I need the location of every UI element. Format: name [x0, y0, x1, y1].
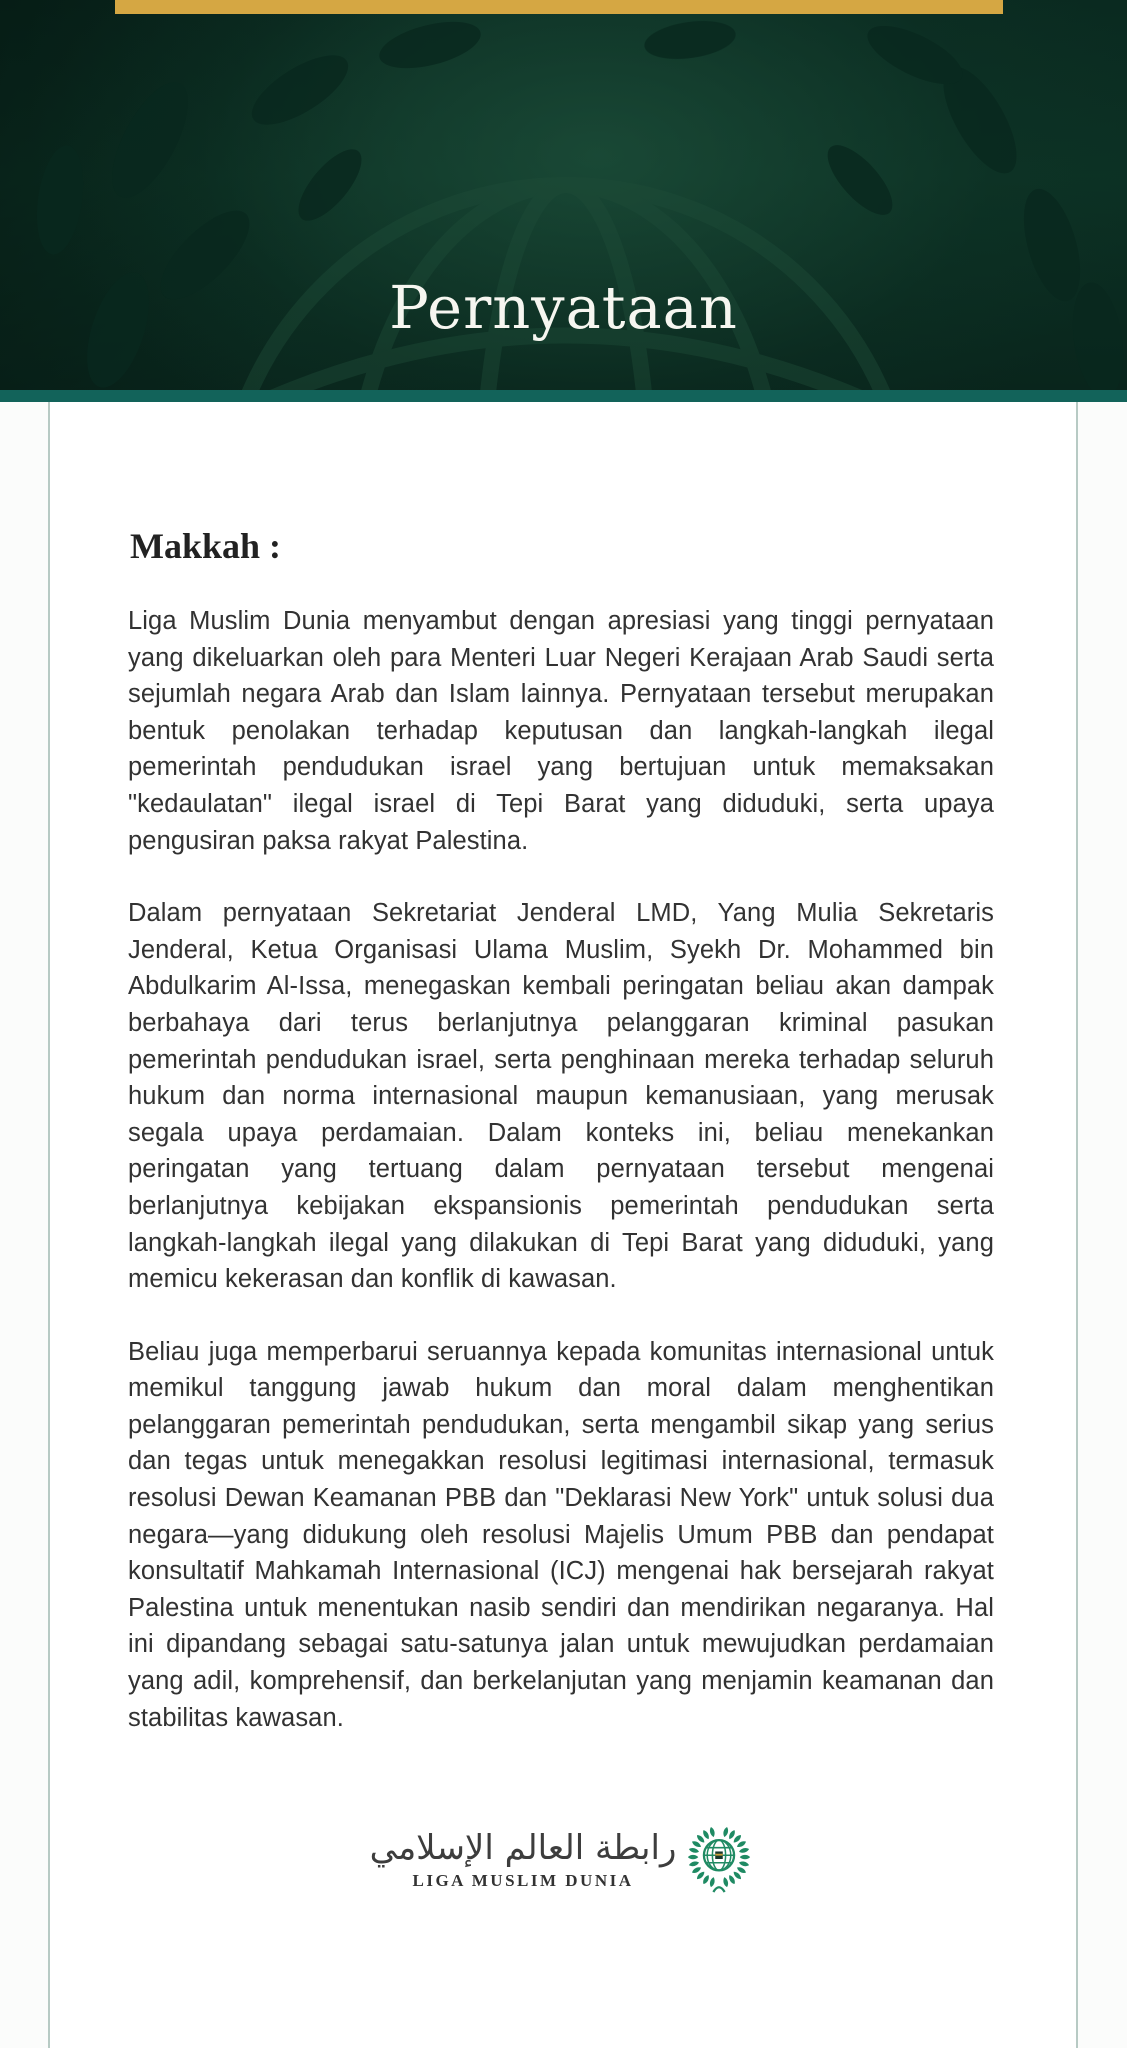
organization-logo — [128, 1823, 994, 1895]
dateline-heading: Makkah : — [130, 526, 282, 566]
header-banner — [0, 0, 1127, 390]
logo-text-column — [370, 1828, 677, 1891]
logo-arabic-calligraphy: رابطة العالم الإسلامي — [369, 1827, 677, 1868]
mwl-wreath-globe-emblem-icon — [686, 1823, 752, 1895]
statement-paragraph: Liga Muslim Dunia menyambut dengan apresiasi yang tinggi pernyataan yang dikeluarkan oleh para Menteri Luar Negeri Kerajaan Arab Saudi serta sejumlah negara Arab dan Islam lainnya. Pernyataan tersebut merupakan bentuk penolakan terhadap keputusan dan langkah-langkah ilegal pemerintah pendudukan israel yang bertujuan untuk memaksakan "kedaulatan" ilegal israel di Tepi Barat yang diduduki, serta upaya pengusiran paksa rakyat Palestina. — [128, 607, 994, 855]
statement-paragraph: Dalam pernyataan Sekretariat Jenderal LMD, Yang Mulia Sekretaris Jenderal, Ketua Organisasi Ulama Muslim, Syekh Dr. Mohammed bin Abdulkarim Al-Issa, menegaskan kembali peringatan beliau akan dampak berbahaya dari terus berlanjutnya pelanggaran kriminal pasukan pemerintah pendudukan israel, serta penghinaan mereka terhadap seluruh hukum dan norma internasional maupun kemanusiaan, yang merusak segala upaya perdamaian. Dalam konteks ini, beliau menekankan peringatan yang tertuang dalam pernyataan tersebut mengenai berlanjutnya kebijakan ekspansionis pemerintah pendudukan serta langkah-langkah ilegal yang dilakukan di Tepi Barat yang diduduki, yang memicu kekerasan dan konflik di kawasan. — [128, 899, 994, 1294]
statement-card — [48, 402, 1078, 2048]
page-title: Pernyataan — [389, 273, 738, 342]
statement-paragraph: Beliau juga memperbarui seruannya kepada komunitas internasional untuk memikul tanggung jawab hukum dan moral dalam menghentikan pelanggaran pemerintah pendudukan, serta mengambil sikap yang serius dan tegas untuk menegakkan resolusi legitimasi internasional, termasuk resolusi Dewan Keamanan PBB dan "Deklarasi New York" untuk solusi dua negara—yang didukung oleh resolusi Majelis Umum PBB dan pendapat konsultatif Mahkamah Internasional (ICJ) mengenai hak bersejarah rakyat Palestina untuk menentukan nasib sendiri dan mendirikan negaranya. Hal ini dipandang sebagai satu-satunya jalan untuk mewujudkan perdamaian yang adil, komprehensif, dan berkelanjutan yang menjamin keamanan dan stabilitas kawasan. — [128, 1337, 994, 1732]
logo-organization-name: LIGA MUSLIM DUNIA — [412, 1870, 634, 1890]
teal-divider — [0, 390, 1127, 402]
gold-accent-bar — [115, 0, 1003, 14]
